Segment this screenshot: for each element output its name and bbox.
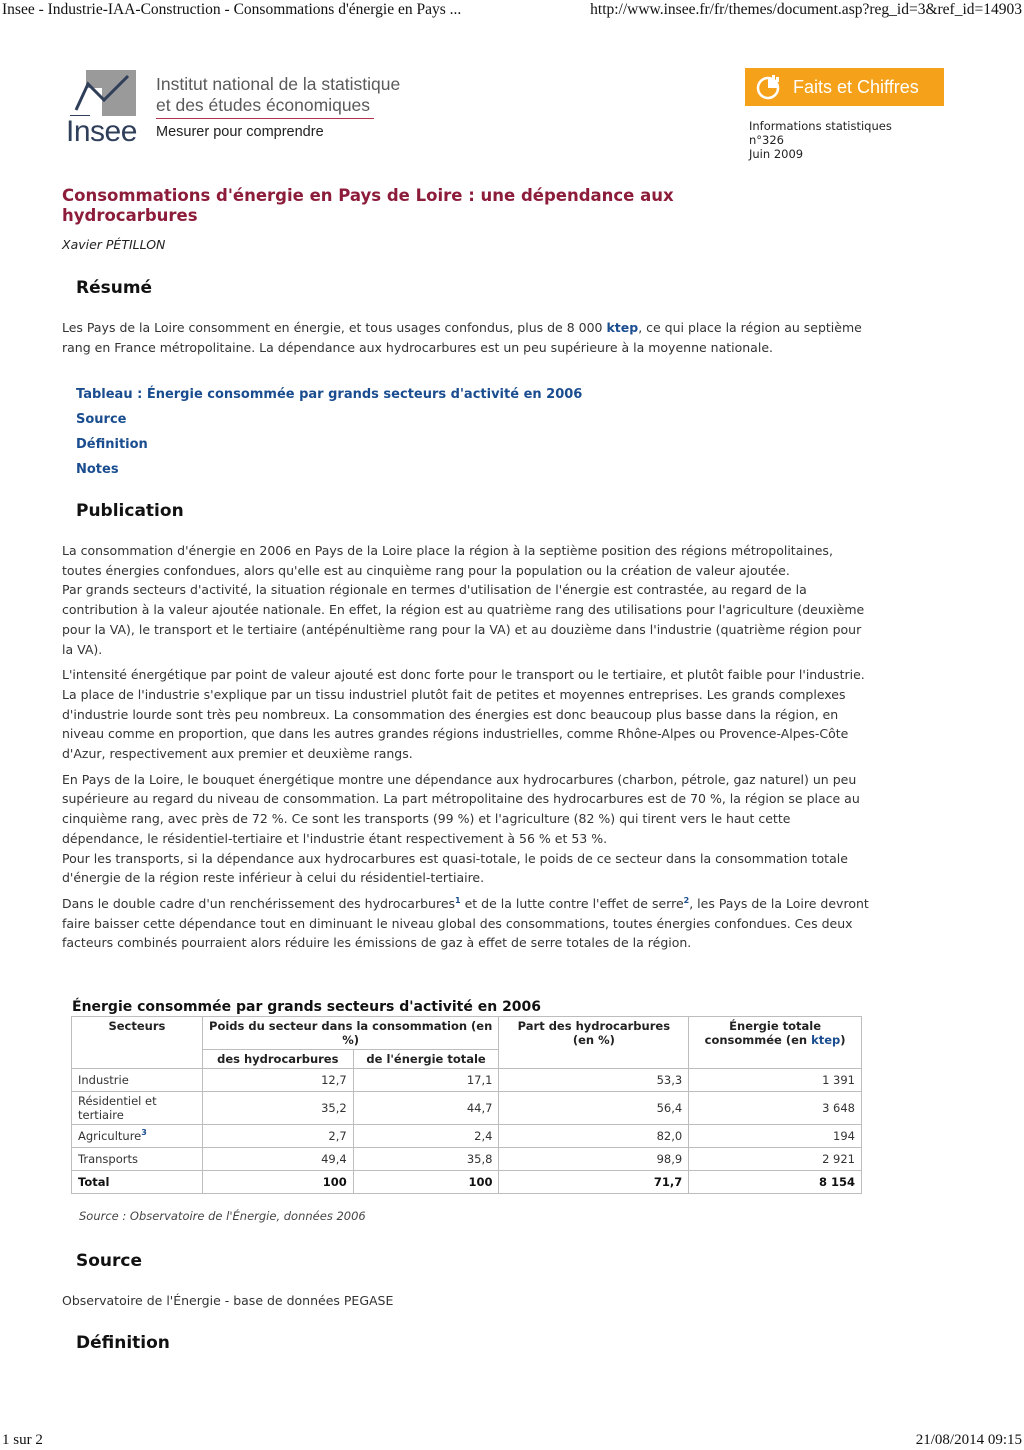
footnote-2-link[interactable]: 2 <box>683 895 690 905</box>
cell-secteur <box>72 1171 203 1194</box>
cell-energie <box>689 1069 862 1092</box>
header-poids-hydro: des hydrocarbures <box>202 1050 353 1069</box>
footnote-1-link[interactable]: 1 <box>455 895 461 905</box>
cell-poids-total <box>353 1171 499 1194</box>
cell-part-hydro <box>499 1069 689 1092</box>
publication-paragraph-1: La consommation d'énergie en 2006 en Pays de la Loire place la région à la septième position des régions métropolitaines, toutes énergies confondues, alors qu'elle est au cinquième rang pour la population ou la création de valeur ajoutée. <box>62 543 833 578</box>
cell-energie <box>689 1125 862 1148</box>
cell-energie <box>689 1171 862 1194</box>
cell-poids-total-value: 44,7 <box>466 1101 493 1115</box>
cell-poids-hydro <box>202 1069 353 1092</box>
definition-heading: Définition <box>76 1333 170 1353</box>
cell-poids-total-value: 100 <box>468 1175 493 1189</box>
chart-pie-icon <box>755 73 783 101</box>
header-part: Part des hydrocarbures (en %) <box>499 1017 689 1069</box>
cell-secteur-value: Agriculture <box>78 1129 142 1143</box>
cell-poids-total <box>353 1069 499 1092</box>
print-footer <box>0 1430 1024 1450</box>
cell-part-hydro <box>499 1148 689 1171</box>
resume-text <box>62 318 874 357</box>
header-energie-prefix: Énergie totale consommée (en <box>704 1019 822 1047</box>
publication-paragraph-4: En Pays de la Loire, le bouquet énergétique montre une dépendance aux hydrocarbures (charbon, pétrole, gaz naturel) un peu supérieure au regard du niveau de consommation. La part métropolitaine des hydrocarbures est de 70 %, la région se place au cinquième rang, avec près de 72 %. Ce sont les transports (99 %) et l'agriculture (82 %) qui tirent vers le haut cette dépendance, le résidentiel-tertiaire et l'industrie étant respectivement à 56 % et 53 %. <box>62 771 860 846</box>
cell-secteur-value: Transports <box>78 1152 138 1166</box>
cell-poids-hydro-value: 2,7 <box>328 1129 347 1143</box>
resume-heading: Résumé <box>76 278 153 298</box>
cell-part-hydro-value: 56,4 <box>656 1101 683 1115</box>
cell-energie-value: 8 154 <box>818 1175 855 1189</box>
cell-poids-hydro <box>202 1148 353 1171</box>
badge-label: Faits et Chiffres <box>793 76 919 97</box>
institute-divider <box>156 118 374 119</box>
table-title: Énergie consommée par grands secteurs d'activité en 2006 <box>72 999 542 1015</box>
cell-poids-total-value: 2,4 <box>474 1129 493 1143</box>
publication-body <box>62 541 874 953</box>
source-text: Observatoire de l'Énergie - base de données PEGASE <box>62 1293 394 1308</box>
cell-poids-hydro <box>202 1092 353 1125</box>
publication-paragraph-3: L'intensité énergétique par point de valeur ajouté est donc forte pour le transport ou le tertiaire, et plutôt faible pour l'industrie. La place de l'industrie s'explique par un tissu industriel plutôt fait de petites et moyennes entreprises. Les grands complexes d'industrie lourde sont très peu nombreux. La consommation des énergies est donc beaucoup plus basse dans la région, en niveau comme en proportion, que dans les autres grandes régions industrielles, comme Rhône-Alpes ou Provence-Alpes-Côte d'Azur, respectivement aux premier et deuxième rangs. <box>62 667 865 762</box>
cell-secteur <box>72 1069 203 1092</box>
header-energie-suffix: ) <box>840 1033 846 1047</box>
page-number: 1 sur 2 <box>2 1432 43 1448</box>
publication-heading: Publication <box>76 501 184 521</box>
resume-text-before: Les Pays de la Loire consomment en énergie, et tous usages confondus, plus de 8 000 <box>62 320 607 335</box>
cell-part-hydro <box>499 1092 689 1125</box>
cell-secteur <box>72 1148 203 1171</box>
cell-poids-hydro-value: 100 <box>322 1175 347 1189</box>
publication-paragraph-6 <box>62 894 874 953</box>
cell-poids-hydro-value: 49,4 <box>321 1152 347 1166</box>
cell-poids-total <box>353 1092 499 1125</box>
table-row <box>72 1171 862 1194</box>
cell-energie-value: 1 391 <box>822 1073 855 1087</box>
source-heading: Source <box>76 1251 143 1271</box>
institute-name-line1: Institut national de la statistique <box>156 74 401 94</box>
cell-part-hydro-value: 98,9 <box>656 1152 683 1166</box>
print-datetime: 21/08/2014 09:15 <box>915 1432 1022 1448</box>
resume-links <box>76 386 582 486</box>
table-row <box>72 1069 862 1092</box>
link-definition[interactable]: Définition <box>76 437 148 452</box>
cell-poids-hydro <box>202 1171 353 1194</box>
publication-paragraph-5: Pour les transports, si la dépendance aux hydrocarbures est quasi-totale, le poids de ce secteur dans la consommation totale d'énergie de la région reste inférieur à celui du résidentiel-tertiaire. <box>62 850 848 886</box>
publication-series: Informations statistiques <box>749 119 892 133</box>
publication-number: n°326 <box>749 133 784 147</box>
link-source[interactable]: Source <box>76 412 127 427</box>
p6-part-c: , les Pays de la Loire devront faire baisser cette dépendance tout en diminuant le niveau global des consommations, toutes énergies confondues. Ces deux facteurs combinés pourraient alors réduire les émissions de gaz à effet de serre totales de la région. <box>62 895 869 951</box>
cell-poids-total <box>353 1125 499 1148</box>
cell-energie-value: 2 921 <box>822 1152 855 1166</box>
cell-part-hydro-value: 53,3 <box>656 1073 683 1087</box>
print-header-url: http://www.insee.fr/fr/themes/document.asp?reg_id=3&ref_id=14903 <box>590 1 1022 18</box>
ktep-link[interactable]: ktep <box>606 320 639 335</box>
cell-poids-total <box>353 1148 499 1171</box>
table-row <box>72 1092 862 1125</box>
print-header <box>0 0 1024 22</box>
cell-secteur <box>72 1125 203 1148</box>
institute-motto: Mesurer pour comprendre <box>156 124 324 140</box>
cell-poids-hydro-value: 12,7 <box>321 1073 347 1087</box>
insee-wordmark: Insee <box>66 115 137 148</box>
cell-poids-hydro <box>202 1125 353 1148</box>
cell-secteur-value: Résidentiel et tertiaire <box>78 1094 157 1122</box>
footnote-3-link[interactable]: 3 <box>141 1128 147 1138</box>
publication-info <box>749 119 892 161</box>
p6-part-b: et de la lutte contre l'effet de serre <box>460 895 684 911</box>
header-poids: Poids du secteur dans la consommation (en %) <box>202 1017 499 1050</box>
cell-secteur-value: Total <box>78 1175 110 1189</box>
publication-paragraph-2: Par grands secteurs d'activité, la situation régionale en termes d'utilisation de l'énergie est contrastée, au regard de la contribution à la valeur ajoutée nationale. En effet, la région est au quatrième rang des utilisations pour l'agriculture (deuxième pour la VA), le transport et le tertiaire (antépénultième rang pour la VA) et au douzième dans l'industrie (quatrième région pour la VA). <box>62 582 865 657</box>
cell-poids-total-value: 35,8 <box>466 1152 493 1166</box>
table-row <box>72 1125 862 1148</box>
cell-secteur <box>72 1092 203 1125</box>
cell-part-hydro-value: 71,7 <box>653 1175 683 1189</box>
cell-energie-value: 194 <box>833 1129 855 1143</box>
cell-poids-total-value: 17,1 <box>466 1073 493 1087</box>
header-secteurs: Secteurs <box>72 1017 203 1069</box>
print-header-title: Insee - Industrie-IAA-Construction - Consommations d'énergie en Pays ... <box>2 1 462 18</box>
cell-part-hydro-value: 82,0 <box>656 1129 683 1143</box>
publication-date: Juin 2009 <box>749 147 804 161</box>
cell-part-hydro <box>499 1125 689 1148</box>
link-tableau[interactable]: Tableau : Énergie consommée par grands secteurs d'activité en 2006 <box>76 387 583 402</box>
cell-poids-hydro-value: 35,2 <box>321 1101 347 1115</box>
link-notes[interactable]: Notes <box>76 462 119 477</box>
energy-table <box>71 1016 862 1194</box>
cell-energie <box>689 1148 862 1171</box>
cell-energie <box>689 1092 862 1125</box>
header-poids-total: de l'énergie totale <box>353 1050 499 1069</box>
page-title: Consommations d'énergie en Pays de Loire : une dépendance aux hydrocarbures <box>62 186 674 225</box>
p6-part-a: Dans le double cadre d'un renchérissement des hydrocarbures <box>62 895 456 911</box>
cell-part-hydro <box>499 1171 689 1194</box>
resume-text-after: , ce qui place la région au septième rang en France métropolitaine. La dépendance aux hydrocarbures est un peu supérieure à la moyenne nationale. <box>62 320 862 355</box>
cell-energie-value: 3 648 <box>822 1101 855 1115</box>
table-source: Source : Observatoire de l'Énergie, données 2006 <box>79 1209 366 1223</box>
institute-name-line2: et des études économiques <box>156 95 371 115</box>
table-row <box>72 1148 862 1171</box>
institute-name <box>156 74 400 116</box>
faits-et-chiffres-badge[interactable] <box>745 68 944 106</box>
cell-secteur-value: Industrie <box>78 1073 129 1087</box>
header-ktep-link[interactable]: ktep <box>811 1033 841 1047</box>
header-energie <box>689 1017 862 1069</box>
author-name: Xavier PÉTILLON <box>62 237 166 252</box>
